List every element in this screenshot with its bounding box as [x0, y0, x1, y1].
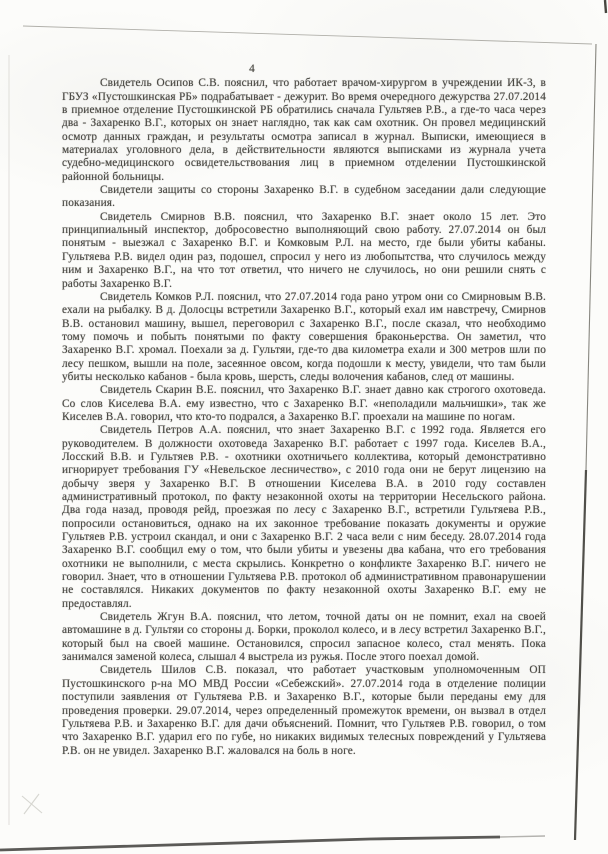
right-page-edge-line: [586, 44, 596, 470]
right-page-edge-line-lower: [575, 470, 586, 840]
corner-tick-mark: [605, 0, 606, 13]
pencil-mark: [22, 794, 42, 814]
paragraph-witness-osipov: Свидетель Осипов С.В. пояснил, что работает врачом-хирургом в учреждении ИК-3, в ГБУЗ «Пустошкинская РБ» подрабатывает - дежурит. Во время очередного дежурства 27.07.2014 в приемное отделение Пустошкинской РБ обратились сначала Гультяев Р.В., а где-то часа через два - Захаренко В.Г., которых он знает наглядно, так как сам охотник. Он провел медицинский осмотр данных граждан, и результаты осмотра записал в журнал. Выписки, имеющиеся в материалах уголовного дела, в действительности являются выписками из журнала учета судебно-медицинского освидетельствования лиц в приемном отделении Пустошкинской районной больницы.: [62, 77, 546, 183]
paragraph-witness-shilov: Свидетель Шилов С.В. показал, что работает участковым уполномоченным ОП Пустошкинского р-на МО МВД России «Себежский». 27.07.2014 года в отделение полиции поступили заявления от Гультяева Р.В. и Захаренко В.Г., которые были переданы ему для проведения проверки. 29.07.2014, через определенный промежуток времени, он вызвал в отдел Гультяева Р.В. и Захаренко В.Г. для дачи объяснений. Помнит, что Гультяев Р.В. говорил, о том что Захаренко В.Г. ударил его по губе, но никаких видимых телесных повреждений у Гультяева Р.В. он не увидел. Захаренко В.Г. жаловался на боль в ноге.: [62, 664, 546, 757]
top-scan-line: [23, 26, 592, 44]
page-number: 4: [249, 63, 255, 75]
document-text-block: [62, 63, 546, 758]
bottom-scan-line-faint: [500, 836, 545, 837]
paragraph-defense-witnesses-intro: Свидетели защиты со стороны Захаренко В.Г. в судебном заседании дали следующие показания.: [62, 184, 546, 210]
paragraph-witness-skarin: Свидетель Скарин В.Е. пояснил, что Захаренко В.Г. знает давно как строгого охотоведа. Со слов Киселева В.А. ему известно, что с Захаренко В.Г. «неполадили мальчишки», так же Киселев В.А. говорил, что кто-то подрался, а Захаренко В.Г. проехали на машине по ногам.: [62, 384, 546, 423]
paragraph-witness-zhgun: Свидетель Жгун В.А. пояснил, что летом, точной даты он не помнит, ехал на своей автомашине в д. Гультяи со стороны д. Борки, проколол колесо, и в лесу встретил Захаренко В.Г., который был на своей машине. Остановился, спросил запасное колесо, стал менять. Пока занимался заменой колеса, слышал 4 выстрела из ружья. После этого поехал домой.: [62, 611, 546, 664]
paragraph-witness-komkov: Свидетель Комков Р.Л. пояснил, что 27.07.2014 года рано утром они со Смирновым В.В. ехали на рыбалку. В д. Долосцы встретили Захаренко В.Г., который ехал им навстречу, Смирнов В.В. остановил машину, вышел, переговорил с Захаренко В.Г., после сказал, что необходимо тому помочь и побыть понятыми по факту совершения браконьерства. Он заметил, что Захаренко В.Г. хромал. Поехали за д. Гультяи, где-то два километра ехали и 300 метров шли по лесу пешком, вышли на поле, засеянное овсом, когда подошли к месту, увидели, что там были убиты несколько кабанов - была кровь, шерсть, следы волочения кабанов, след от машины.: [62, 290, 546, 383]
bottom-scan-line: [0, 837, 500, 850]
paragraph-witness-petrov: Свидетель Петров А.А. пояснил, что знает Захаренко В.Г. с 1992 года. Является его руководителем. В должности охотоведа Захаренко В.Г. работает с 1997 года. Киселев В.А., Лосский В.В. и Гультяев Р.В. - охотники охотничьего коллектива, который демонстративно игнорирует требования ГУ «Невельское лесничество», с 2010 года они не берут лицензию на добычу зверя у Захаренко В.Г. В отношении Киселева В.А. в 2010 году составлен административный протокол, по факту незаконной охоты на территории Несельского района. Два года назад, проводя рейд, проезжая по лесу с Захаренко В.Г., встретили Гультяева Р.В., попросили остановиться, однако на их законное требование показать документы и оружие Гультяев Р.В. устроил скандал, и они с Захаренко В.Г. 2 часа вели с ним беседу. 28.07.2014 года Захаренко В.Г. сообщил ему о том, что были убиты и увезены два кабана, что его требования охотники не выполнили, с места скрылись. Конкретно о конфликте Захаренко В.Г. ничего не говорил. Знает, что в отношении Гультяева Р.В. протокол об административном правонарушении не составлялся. Никаких документов по факту незаконной охоты Захаренко В.Г. ему не предоставлял.: [62, 424, 546, 610]
paragraph-witness-smirnov: Свидетель Смирнов В.В. пояснил, что Захаренко В.Г. знает около 15 лет. Это принципиальный инспектор, добросовестно выполняющий свою работу. 27.07.2014 он был понятым - выезжал с Захаренко В.Г. и Комковым Р.Л. на место, где были убиты кабаны. Гультяева Р.В. видел один раз, подошел, спросил у него из любопытства, что случилось между ним и Захаренко В.Г., на что тот ответил, что ничего не случилось, но они решили снять с работы Захаренко В.Г.: [62, 210, 546, 290]
